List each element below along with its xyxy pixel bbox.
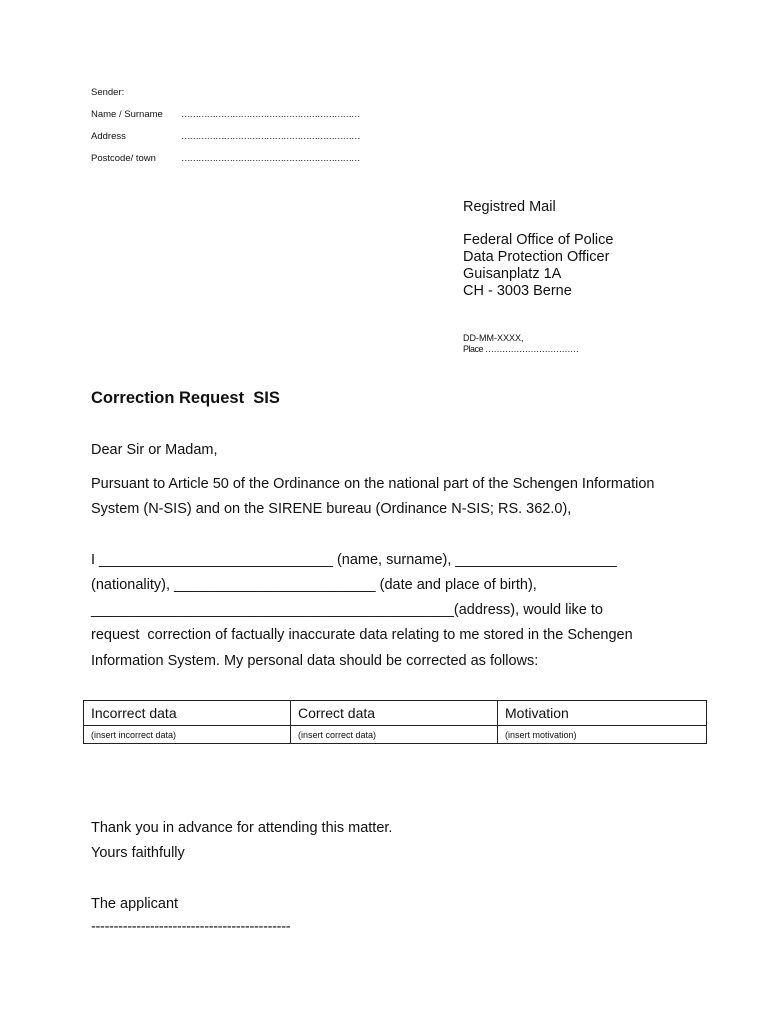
header-incorrect-data: Incorrect data [84, 701, 291, 726]
recipient-line-1: Federal Office of Police [463, 232, 614, 248]
recipient-line-3: Guisanplatz 1A [463, 266, 562, 282]
request-line-5: Information System. My personal data should be corrected as follows: [91, 653, 539, 669]
sender-address-label: Address [91, 131, 126, 142]
sender-address-field[interactable]: ……………………………………………………… [181, 131, 360, 142]
correction-table [83, 700, 707, 744]
intro-line-2: System (N-SIS) and on the SIRENE bureau (Ordinance N-SIS; RS. 362.0), [91, 501, 572, 517]
request-line-4: request correction of factually inaccurate data relating to me stored in the Schengen [91, 627, 633, 643]
cell-motivation[interactable]: (insert motivation) [498, 726, 707, 744]
intro-line-1: Pursuant to Article 50 of the Ordinance on the national part of the Schengen Information [91, 476, 655, 492]
place-line: Place …………………………… [463, 344, 579, 354]
cell-correct-data[interactable]: (insert correct data) [291, 726, 498, 744]
table-header-row [84, 701, 707, 726]
sender-name-label: Name / Surname [91, 109, 163, 120]
request-line-2: (nationality), _________________________ (date and place of birth), [91, 577, 537, 593]
sender-heading: Sender: [91, 87, 125, 98]
sender-postcode-label: Postcode/ town [91, 153, 156, 164]
table-row [84, 726, 707, 744]
signature-line[interactable]: -------------------------------------------- [91, 919, 291, 935]
request-line-3: _____________________________________________(address), would like to [91, 602, 603, 618]
date-line: DD-MM-XXXX, [463, 333, 524, 343]
header-motivation: Motivation [498, 701, 707, 726]
closing-thanks: Thank you in advance for attending this matter. [91, 820, 393, 836]
cell-incorrect-data[interactable]: (insert incorrect data) [84, 726, 291, 744]
recipient-line-2: Data Protection Officer [463, 249, 610, 265]
closing-applicant: The applicant [91, 896, 179, 912]
recipient-line-4: CH - 3003 Berne [463, 283, 572, 299]
mail-type: Registred Mail [463, 199, 556, 215]
sender-postcode-field[interactable]: ……………………………………………………… [181, 153, 360, 164]
closing-yours: Yours faithfully [91, 845, 185, 861]
subject-title: Correction Request SIS [91, 389, 280, 407]
header-correct-data: Correct data [291, 701, 498, 726]
request-line-1: I _____________________________ (name, surname), ____________________ [91, 552, 617, 568]
salutation: Dear Sir or Madam, [91, 442, 218, 458]
sender-name-field[interactable]: ……………………………………………………… [181, 109, 360, 120]
